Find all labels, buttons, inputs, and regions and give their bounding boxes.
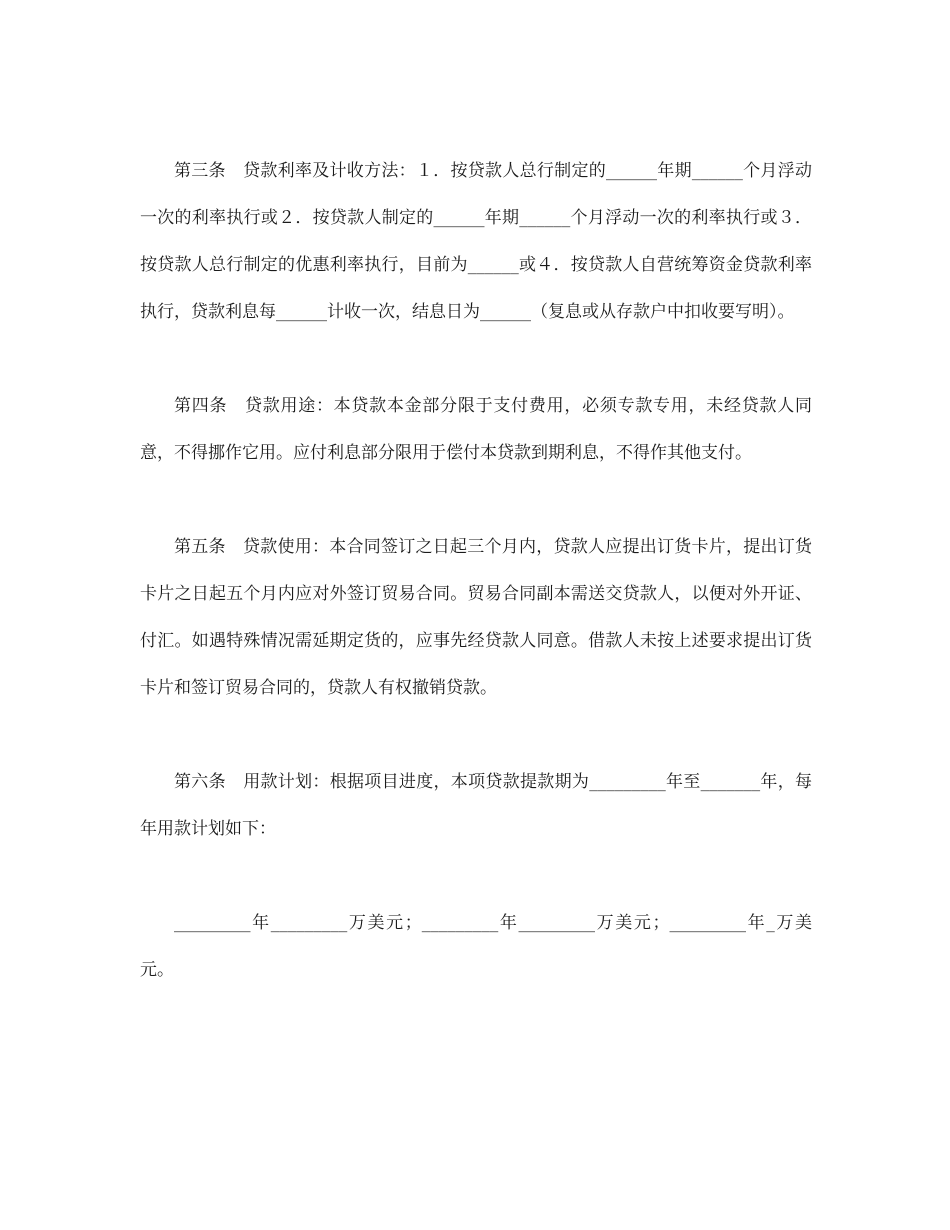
article-6-paragraph: 第六条 用款计划：根据项目进度，本项贷款提款期为_________年至_______年，每年用款计划如下： [140,772,812,839]
document-body [140,148,812,994]
paragraph-gap [140,712,812,759]
paragraph-gap [140,853,812,900]
article-4-paragraph: 第四条 贷款用途：本贷款本金部分限于支付费用，必须专款专用，未经贷款人同意，不得挪作它用。应付利息部分限用于偿付本贷款到期利息，不得作其他支付。 [140,396,812,463]
article-3-paragraph: 第三条 贷款利率及计收方法：１．按贷款人总行制定的______年期______个月浮动一次的利率执行或２．按贷款人制定的______年期______个月浮动一次的利率执行或３．按贷款人总行制定的优惠利率执行，目前为______或４．按贷款人自营统筹资金贷款利率执行，贷款利息每______计收一次，结息日为______（复息或从存款户中扣收要写明）。 [140,161,812,322]
annual-plan-line: _________年_________万美元；_________年_________万美元；_________年_万美元。 [140,913,812,980]
paragraph-gap [140,336,812,383]
paragraph-gap [140,477,812,524]
article-5-paragraph: 第五条 贷款使用：本合同签订之日起三个月内，贷款人应提出订货卡片，提出订货卡片之日起五个月内应对外签订贸易合同。贸易合同副本需送交贷款人，以便对外开证、付汇。如遇特殊情况需延期定货的，应事先经贷款人同意。借款人未按上述要求提出订货卡片和签订贸易合同的，贷款人有权撤销贷款。 [140,537,812,698]
